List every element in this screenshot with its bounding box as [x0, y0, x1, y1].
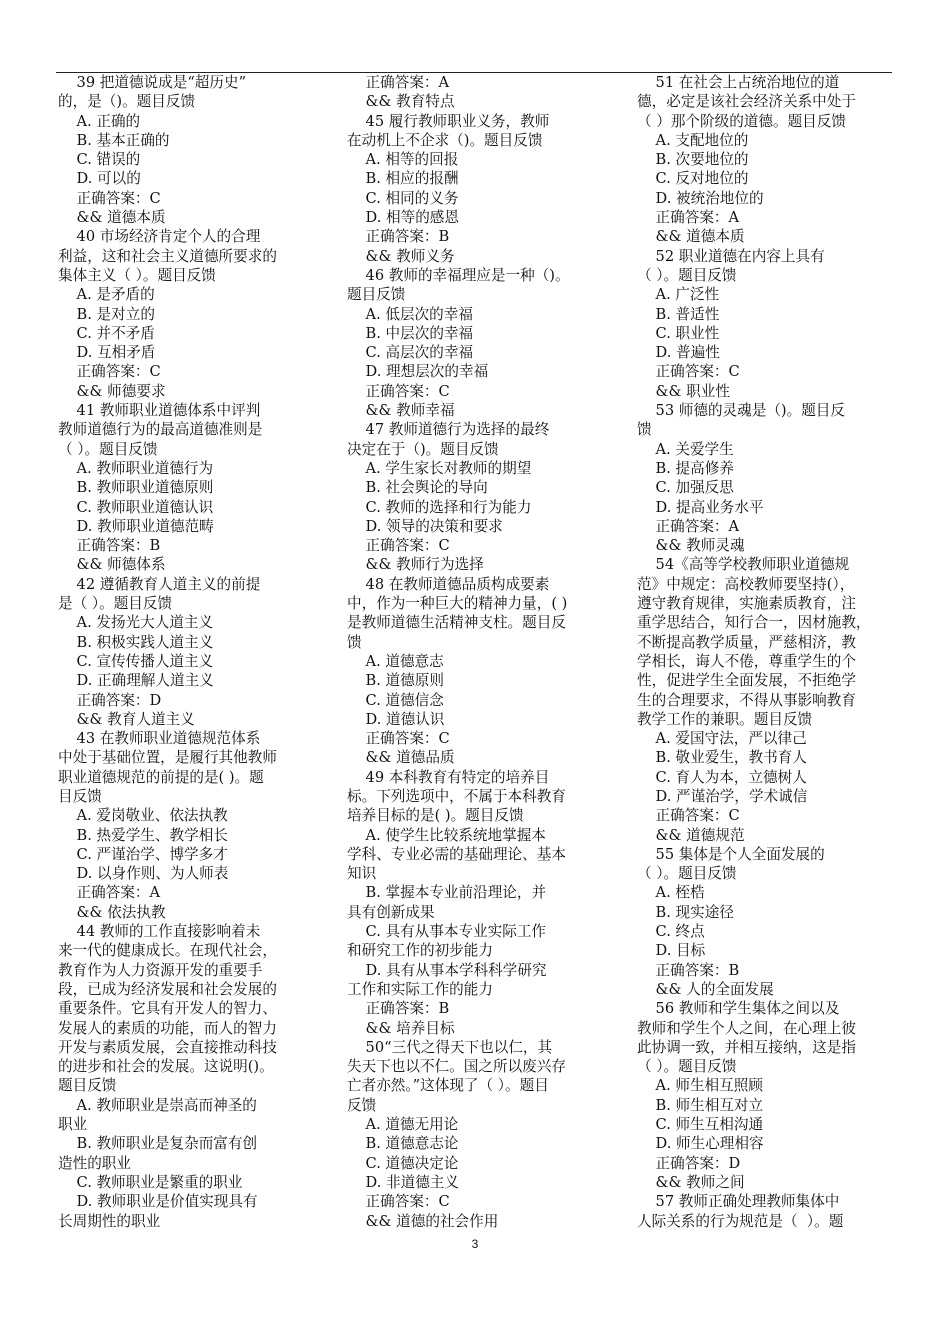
text-line: 正确答案：A	[637, 209, 740, 227]
text-line: A. 相等的回报	[347, 151, 459, 169]
text-line: C. 教师职业道德认识	[58, 498, 214, 516]
text-line: 此协调一致，并相互接纳，这是指	[637, 1038, 856, 1056]
text-line: （ ）那个阶级的道德。题目反馈	[637, 112, 846, 130]
text-line: 正确答案：D	[58, 691, 162, 709]
text-line: 人际关系的行为规范是（ ）。题	[637, 1212, 844, 1230]
text-line: 53 师德的灵魂是（)。题目反	[637, 402, 845, 420]
text-line: D. 可以的	[58, 170, 141, 188]
text-line: 重学思结合，知行合一，因材施教，	[637, 614, 871, 632]
text-line: D. 提高业务水平	[637, 498, 764, 516]
text-line: && 教师义务	[347, 247, 455, 265]
text-line: A. 师生相互照顾	[637, 1077, 763, 1095]
text-line: 正确答案：A	[637, 517, 740, 535]
text-line: 重要条件。它具有开发人的智力、	[58, 1000, 277, 1018]
text-line: 造性的职业	[58, 1154, 131, 1172]
text-line: D. 道德认识	[347, 710, 445, 728]
text-line: A. 爱岗敬业、依法执教	[58, 807, 228, 825]
text-line: B. 热爱学生、教学相长	[58, 826, 228, 844]
text-line: 德，必定是该社会经济关系中处于	[637, 93, 856, 111]
text-line: && 人的全面发展	[637, 980, 774, 998]
text-line: 正确答案：C	[347, 730, 450, 748]
text-line: B. 相应的报酬	[347, 170, 459, 188]
text-line: && 教师灵魂	[637, 537, 745, 555]
text-line: && 教师幸福	[347, 402, 455, 420]
text-line: 和研究工作的初步能力	[347, 942, 493, 960]
text-line: 题目反馈	[58, 1077, 117, 1095]
text-line: 职业道德规范的前提的是( )。题	[58, 768, 264, 786]
text-line: 工作和实际工作的能力	[347, 980, 493, 998]
text-line: C. 道德决定论	[347, 1154, 459, 1172]
text-line: 是（ ）。题目反馈	[58, 595, 173, 613]
text-line: B. 道德原则	[347, 672, 444, 690]
text-line: B. 现实途径	[637, 903, 734, 921]
text-line: 正确答案：C	[347, 1193, 450, 1211]
text-line: 正确答案：C	[637, 363, 740, 381]
text-line: 标。下列选项中，不属于本科教育	[347, 787, 566, 805]
text-line: A. 发扬光大人道主义	[58, 614, 214, 632]
text-line: 开发与素质发展，会直接推动科技	[58, 1038, 277, 1056]
text-line: C. 相同的义务	[347, 189, 459, 207]
text-line: B. 中层次的幸福	[347, 324, 474, 342]
text-line: A. 是矛盾的	[58, 286, 155, 304]
text-line: 生的合理要求，不得从事影响教育	[637, 691, 856, 709]
text-line: 中处于基础位置，是履行其他教师	[58, 749, 277, 767]
text-line: 正确答案：C	[58, 363, 161, 381]
text-line: B. 教师职业道德原则	[58, 479, 214, 497]
text-line: 正确答案：D	[637, 1154, 741, 1172]
text-line: （ ）。题目反馈	[637, 1058, 737, 1076]
text-line: B. 道德意志论	[347, 1135, 459, 1153]
text-line: 48 在教师道德品质构成要素	[347, 575, 550, 593]
text-line: A. 正确的	[58, 112, 141, 130]
text-line: 长周期性的职业	[58, 1212, 161, 1230]
text-line: B. 提高修养	[637, 459, 734, 477]
text-line: B. 是对立的	[58, 305, 155, 323]
text-line: B. 敬业爱生，教书育人	[637, 749, 807, 767]
text-line: C. 师生互相沟通	[637, 1116, 764, 1134]
text-line: 题目反馈	[347, 286, 406, 304]
text-line: C. 终点	[637, 923, 705, 941]
text-line: 的进步和社会的发展。这说明()。	[58, 1058, 274, 1076]
text-line: 正确答案：A	[347, 74, 450, 91]
text-line: && 道德规范	[637, 826, 745, 844]
text-line: D. 相等的感恩	[347, 209, 459, 227]
text-line: A. 学生家长对教师的期望	[347, 459, 532, 477]
text-line: D. 被统治地位的	[637, 189, 764, 207]
text-line: A. 广泛性	[637, 286, 720, 304]
text-line: C. 育人为本，立德树人	[637, 768, 807, 786]
text-line: 51 在社会上占统治地位的道	[637, 74, 840, 91]
text-line: 发展人的素质的功能，而人的智力	[58, 1019, 277, 1037]
text-line: 52 职业道德在内容上具有	[637, 247, 825, 265]
text-line: D. 理想层次的幸福	[347, 363, 489, 381]
text-line: A. 桎梏	[637, 884, 705, 902]
text-line: 失天下也以不仁。国之所以废兴存	[347, 1058, 566, 1076]
text-line: 39 把道德说成是“超历史”	[58, 74, 247, 91]
text-line: C. 教师的选择和行为能力	[347, 498, 532, 516]
text-line: 50“三代之得天下也以仁，其	[347, 1038, 553, 1056]
text-line: 目反馈	[58, 787, 102, 805]
text-line: 正确答案：B	[58, 537, 161, 555]
text-line: 馈	[637, 421, 652, 439]
text-line: 在动机上不企求（)。题目反馈	[347, 131, 543, 149]
text-line: 中，作为一种巨大的精神力量，( )	[347, 595, 568, 613]
text-line: C. 道德信念	[347, 691, 444, 709]
text-line: && 道德品质	[347, 749, 455, 767]
text-line: 遵守教育规律，实施素质教育，注	[637, 595, 856, 613]
column-left	[58, 73, 312, 1231]
text-line: 40 市场经济肯定个人的合理	[58, 228, 261, 246]
text-line: D. 正确理解人道主义	[58, 672, 214, 690]
text-line: C. 错误的	[58, 151, 141, 169]
text-line: C. 职业性	[637, 324, 720, 342]
text-line: C. 具有从事本专业实际工作	[347, 923, 547, 941]
text-line: 教师和学生个人之间，在心理上彼	[637, 1019, 856, 1037]
text-line: && 培养目标	[347, 1019, 455, 1037]
text-line: 46 教师的幸福理应是一种（)。	[347, 266, 570, 284]
text-line: && 师德体系	[58, 556, 166, 574]
text-line: 42 遵循教育人道主义的前提	[58, 575, 261, 593]
text-line: 决定在于（)。题目反馈	[347, 440, 499, 458]
text-line: B. 积极实践人道主义	[58, 633, 214, 651]
text-line: D. 教师职业道德范畴	[58, 517, 214, 535]
text-line: D. 互相矛盾	[58, 344, 156, 362]
text-line: （ ）。题目反馈	[58, 440, 158, 458]
text-line: 正确答案：C	[637, 807, 740, 825]
text-line: 不断提高教学质量，严慈相济，教	[637, 633, 856, 651]
text-line: B. 师生相互对立	[637, 1096, 764, 1114]
text-line: 正确答案：B	[347, 1000, 450, 1018]
text-line: D. 严谨治学，学术诚信	[637, 787, 808, 805]
text-line: C. 反对地位的	[637, 170, 749, 188]
text-line: 教师道德行为的最高道德准则是	[58, 421, 263, 439]
text-line: （ ）。题目反馈	[637, 266, 737, 284]
text-line: B. 普适性	[637, 305, 720, 323]
text-line: D. 以身作则、为人师表	[58, 865, 229, 883]
text-line: D. 师生心理相容	[637, 1135, 764, 1153]
text-line: 正确答案：B	[637, 961, 740, 979]
text-line: 的，是（)。题目反馈	[58, 93, 196, 111]
text-line: A. 道德意志	[347, 652, 444, 670]
column-middle	[347, 73, 601, 1231]
text-line: 45 履行教师职业义务，教师	[347, 112, 550, 130]
text-line: 49 本科教育有特定的培养目	[347, 768, 550, 786]
text-line: 来一代的健康成长。在现代社会，	[58, 942, 277, 960]
text-line: && 依法执教	[58, 903, 166, 921]
text-line: 亡者亦然。”这体现了（ ）。题目	[347, 1077, 549, 1095]
text-line: A. 支配地位的	[637, 131, 749, 149]
text-line: 职业	[58, 1116, 88, 1134]
text-line: A. 爱国守法，严以律己	[637, 730, 807, 748]
text-line: D. 目标	[637, 942, 706, 960]
text-line: D. 普遍性	[637, 344, 720, 362]
text-line: B. 社会舆论的导向	[347, 479, 488, 497]
text-line: && 道德的社会作用	[347, 1212, 499, 1230]
text-line: A. 道德无用论	[347, 1116, 459, 1134]
text-line: 正确答案：A	[58, 884, 161, 902]
text-line: B. 次要地位的	[637, 151, 749, 169]
text-line: C. 严谨治学、博学多才	[58, 845, 228, 863]
column-right	[637, 73, 891, 1231]
text-line: && 职业性	[637, 382, 730, 400]
text-line: 知识	[347, 865, 377, 883]
text-line: 教育作为人力资源开发的重要手	[58, 961, 263, 979]
text-line: B. 基本正确的	[58, 131, 170, 149]
text-line: 具有创新成果	[347, 903, 435, 921]
text-line: D. 非道德主义	[347, 1173, 459, 1191]
text-line: C. 并不矛盾	[58, 324, 155, 342]
text-line: 段，已成为经济发展和社会发展的	[58, 980, 277, 998]
text-line: D. 教师职业是价值实现具有	[58, 1193, 258, 1211]
text-line: && 道德本质	[58, 209, 166, 227]
text-line: 范》中规定：高校教师要坚持(），	[637, 575, 855, 593]
text-line: 利益，这和社会主义道德所要求的	[58, 247, 277, 265]
text-line: 馈	[347, 633, 362, 651]
text-line: 47 教师道德行为选择的最终	[347, 421, 550, 439]
text-line: D. 具有从事本学科科学研究	[347, 961, 547, 979]
text-line: A. 使学生比较系统地掌握本	[347, 826, 546, 844]
text-line: C. 教师职业是繁重的职业	[58, 1173, 243, 1191]
text-line: 正确答案：B	[347, 228, 450, 246]
text-line: 54《高等学校教师职业道德规	[637, 556, 850, 574]
text-line: 学相长，诲人不倦，尊重学生的个	[637, 652, 856, 670]
text-line: 43 在教师职业道德规范体系	[58, 730, 261, 748]
text-line: 反馈	[347, 1096, 377, 1114]
text-line: （ ）。题目反馈	[637, 865, 737, 883]
text-line: 集体主义（ ）。题目反馈	[58, 266, 216, 284]
text-line: A. 教师职业道德行为	[58, 459, 214, 477]
text-line: A. 关爱学生	[637, 440, 734, 458]
text-line: 教学工作的兼职。题目反馈	[637, 710, 813, 728]
text-line: 正确答案：C	[347, 537, 450, 555]
text-line: 是教师道德生活精神支柱。题目反	[347, 614, 566, 632]
text-line: 56 教师和学生集体之间以及	[637, 1000, 840, 1018]
text-line: 正确答案：C	[58, 189, 161, 207]
text-line: 培养目标的是( )。题目反馈	[347, 807, 524, 825]
page-number: 3	[471, 1237, 479, 1251]
text-line: C. 加强反思	[637, 479, 734, 497]
text-line: && 教师行为选择	[347, 556, 484, 574]
text-line: 正确答案：C	[347, 382, 450, 400]
text-line: C. 高层次的幸福	[347, 344, 474, 362]
text-line: B. 教师职业是复杂而富有创	[58, 1135, 258, 1153]
text-line: 44 教师的工作直接影响着未	[58, 923, 261, 941]
text-line: && 师德要求	[58, 382, 166, 400]
text-line: && 道德本质	[637, 228, 745, 246]
text-line: D. 领导的决策和要求	[347, 517, 503, 535]
text-line: 学科、专业必需的基础理论、基本	[347, 845, 566, 863]
text-line: 41 教师职业道德体系中评判	[58, 402, 261, 420]
text-line: && 教育人道主义	[58, 710, 195, 728]
text-line: A. 教师职业是崇高而神圣的	[58, 1096, 257, 1114]
text-line: 55 集体是个人全面发展的	[637, 845, 825, 863]
text-line: 性，促进学生全面发展，不拒绝学	[637, 672, 856, 690]
text-line: && 教育特点	[347, 93, 455, 111]
text-line: B. 掌握本专业前沿理论，并	[347, 884, 547, 902]
text-line: 57 教师正确处理教师集体中	[637, 1193, 840, 1211]
text-line: C. 宣传传播人道主义	[58, 652, 214, 670]
text-line: && 教师之间	[637, 1173, 745, 1191]
text-line: A. 低层次的幸福	[347, 305, 473, 323]
